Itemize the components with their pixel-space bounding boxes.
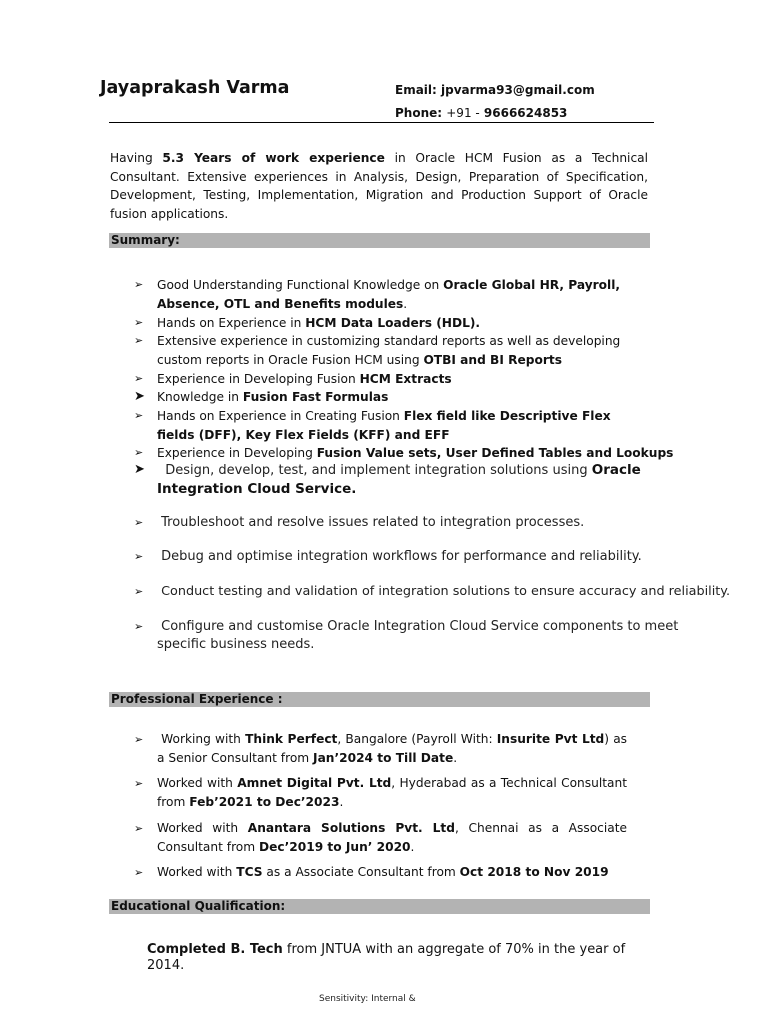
bullet-arrow-icon: ➢ (134, 585, 144, 598)
summary-item: ➢ Experience in Developing Fusion Value sets, User Defined Tables and Lookups (157, 444, 673, 463)
phone-value: 9666624853 (483, 106, 568, 120)
email-label: Email: (395, 83, 437, 97)
candidate-name: Jayaprakash Varma (100, 78, 290, 98)
degree-details: from JNTUA with an aggregate of 70% in the year of 2014. (147, 942, 626, 973)
phone-label: Phone: (395, 106, 443, 120)
education-text (147, 942, 647, 974)
header-divider (109, 122, 654, 123)
experience-item: ➢ Worked with Anantara Solutions Pvt. Ltd, Chennai as a Associate Consultant from Dec’2019 to Jun’ 2020. (134, 821, 627, 854)
intro-experience-years: 5.3 Years of work experience (162, 151, 385, 165)
bullet-arrow-icon: ➢ (134, 866, 144, 879)
summary-item: ➢ Conduct testing and validation of integration solutions to ensure accuracy and reliability. (134, 584, 731, 599)
bullet-arrow-icon: ➢ (134, 550, 144, 563)
summary-item: ➢ Debug and optimise integration workflows for performance and reliability. (134, 549, 642, 564)
summary-item: ➢ Configure and customise Oracle Integration Cloud Service components to meet specific business needs. (134, 619, 679, 652)
summary-item: ➤ Design, develop, test, and implement integration solutions using Oracle Integration Cloud Service. (134, 462, 641, 497)
degree: Completed B. Tech (147, 942, 283, 957)
bullet-arrow-icon: ➢ (134, 372, 144, 385)
email-line (395, 83, 595, 97)
experience-item: ➢ Worked with Amnet Digital Pvt. Ltd, Hyderabad as a Technical Consultant from Feb’2021 to Dec’2023. (134, 776, 627, 809)
bullet-arrow-icon: ➢ (134, 733, 144, 746)
summary-item: ➢ Hands on Experience in Creating Fusion Flex field like Descriptive Flex fields (DFF), Key Flex Fields (KFF) and EFF (134, 409, 611, 442)
bullet-arrow-icon: ➢ (134, 446, 144, 459)
bullet-arrow-icon: ➢ (134, 334, 144, 347)
summary-item: ➢ Experience in Developing Fusion HCM Extracts (157, 370, 452, 389)
summary-item: ➢ Extensive experience in customizing standard reports as well as developing custom reports in Oracle Fusion HCM using OTBI and BI Reports (134, 334, 621, 367)
bullet-arrow-icon: ➢ (134, 777, 144, 790)
intro-paragraph (110, 149, 648, 223)
bullet-arrow-icon: ➤ (134, 389, 145, 404)
bullet-arrow-icon: ➢ (134, 620, 144, 633)
bullet-arrow-icon: ➤ (134, 462, 145, 477)
summary-item: ➢ Troubleshoot and resolve issues related to integration processes. (134, 515, 585, 530)
bullet-arrow-icon: ➢ (134, 516, 144, 529)
summary-heading: Summary: (109, 233, 650, 248)
experience-item: ➢ Working with Think Perfect, Bangalore (Payroll With: Insurite Pvt Ltd) as a Senior Consultant from Jan’2024 to Till Date. (134, 732, 628, 765)
experience-item: ➢ Worked with TCS as a Associate Consultant from Oct 2018 to Nov 2019 (157, 863, 627, 882)
bullet-arrow-icon: ➢ (134, 278, 144, 291)
bullet-arrow-icon: ➢ (134, 316, 144, 329)
intro-text-1: Having (110, 151, 153, 165)
bullet-arrow-icon: ➢ (134, 409, 144, 422)
summary-item: ➢ Hands on Experience in HCM Data Loaders (HDL). (157, 314, 480, 333)
sensitivity-label: Sensitivity: Internal & (319, 994, 416, 1004)
summary-item: ➤ Knowledge in Fusion Fast Formulas (157, 388, 388, 407)
bullet-arrow-icon: ➢ (134, 822, 144, 835)
summary-item: ➢ Good Understanding Functional Knowledge on Oracle Global HR, Payroll, Absence, OTL and Benefits modules. (134, 278, 621, 311)
phone-prefix: +91 - (446, 106, 480, 120)
education-heading: Educational Qualification: (109, 899, 650, 914)
intro-text-2: in Oracle HCM Fusion as a Technical Consultant. Extensive experiences in Analysis, Design, Preparation of Specification, Development, Testing, Implementation, Migration and Production Support of Oracle fusion applications. (110, 151, 649, 221)
phone-line (395, 106, 567, 120)
experience-heading: Professional Experience : (109, 692, 650, 707)
email-value[interactable]: jpvarma93@gmail.com (441, 83, 595, 97)
